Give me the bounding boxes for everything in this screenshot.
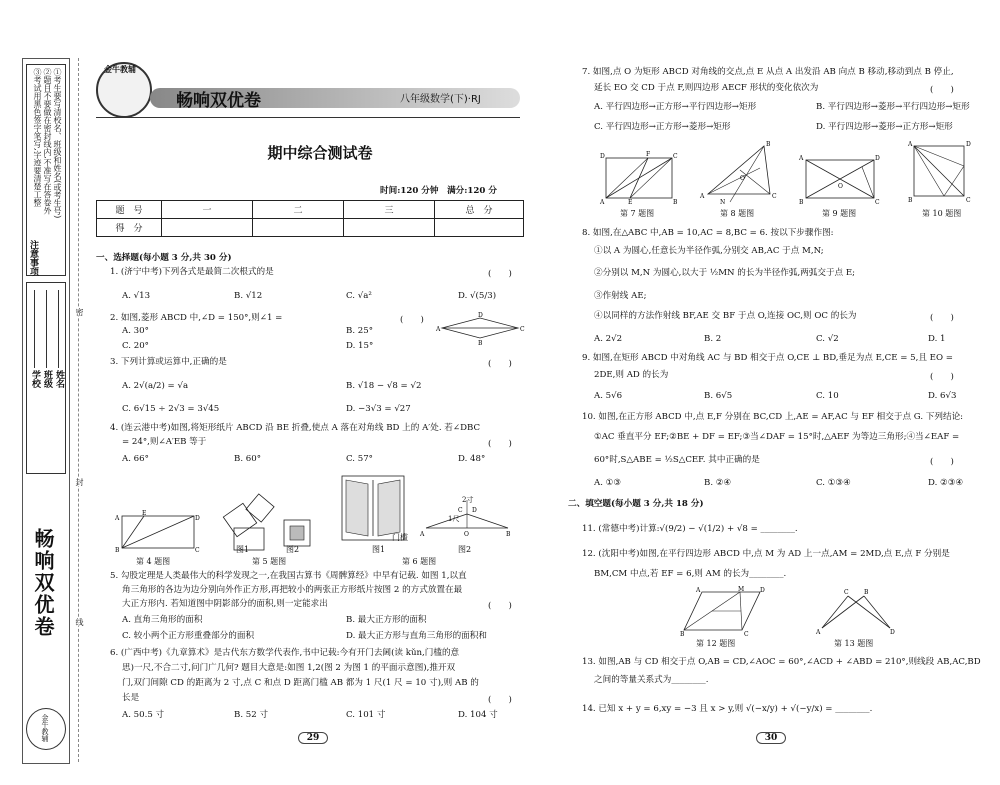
q6-opt-b[interactable]: B. 52 寸 [234,710,269,720]
class-line [46,290,47,368]
notice-1: ①考生要写清校名、班级和姓名(或考生号) [53,68,62,219]
seal-line [78,58,79,762]
page-number-right: 30 [756,732,786,744]
svg-text:O: O [838,183,843,190]
fig-tu1b-caption: 图1 [372,545,386,554]
svg-text:B: B [673,199,678,206]
q4-opt-d[interactable]: D. 48° [458,454,486,464]
svg-text:A: A [700,193,705,200]
q5-opt-d[interactable]: D. 最大正方形与直角三角形的面积和 [346,631,487,641]
svg-text:C: C [966,197,971,204]
q14-stem[interactable]: 14. 已知 x + y = 6,xy = −3 且 x > y,则 √(−x/y) + √(−y/x) = ________. [582,704,873,714]
svg-text:B: B [908,197,913,204]
q6-stem-2: 思)一尺,不合二寸,问门广几何? 题目大意是:如图 1,2(图 2 为图 1 的平面示意图),推开双 [122,663,456,673]
q9-opt-b[interactable]: B. 6√5 [704,391,733,401]
notice-2: ②题目不要做在密封线内,不准写在答卷外 [43,68,52,215]
brand-vertical: 畅响双优卷 [31,528,55,638]
svg-text:B: B [478,340,483,347]
score-head-0: 题 号 [97,201,162,219]
q8-opt-c[interactable]: C. √2 [816,334,839,344]
q9-opt-c[interactable]: C. 10 [816,391,839,401]
field-name: 姓名 [54,370,64,388]
q4-opt-a[interactable]: A. 66° [122,454,149,464]
svg-text:A: A [799,155,804,162]
notice-label: 注意事项 [28,240,38,276]
score-head-2: 二 [253,201,344,219]
svg-text:C: C [772,193,777,200]
q7-opt-d[interactable]: D. 平行四边形→菱形→正方形→矩形 [816,122,953,132]
q8-figure [700,140,780,206]
q10-figure [908,140,974,206]
q12-stem-1: 12. (沈阳中考)如图,在平行四边形 ABCD 中,点 M 为 AD 上一点,AM = 2MD,点 E,点 F 分别是 [582,549,950,559]
fig-q6-caption: 第 6 题图 [402,557,437,566]
q10-opt-d[interactable]: D. ②③④ [928,478,964,488]
score-cell-1[interactable] [162,219,253,237]
score-cell-2[interactable] [253,219,344,237]
q9-figure [798,152,882,204]
q5-stem-1: 5. 勾股定理是人类最伟大的科学发现之一,在我国古算书《周髀算经》中早有记载. 如图 1,以直 [110,571,467,581]
q11-stem[interactable]: 11. (常德中考)计算:√(9/2) − √(1/2) + √8 = ________. [582,524,798,534]
fig-q12-caption: 第 12 题图 [696,639,736,648]
q2-opt-d[interactable]: D. 15° [346,341,374,351]
fig-q4-caption: 第 4 题图 [136,557,171,566]
q7-opt-b[interactable]: B. 平行四边形→菱形→平行四边形→矩形 [816,102,970,112]
q6-answer[interactable]: ( ) [488,695,512,705]
svg-text:C: C [875,199,880,206]
margin-strip [22,58,84,764]
q10-opt-b[interactable]: B. ②④ [704,478,732,488]
score-head-4: 总 分 [435,201,524,219]
svg-text:B: B [680,631,685,638]
q13-stem-2[interactable]: 之间的等量关系式为________. [594,675,709,685]
svg-text:D: D [760,587,765,594]
fig-q10-caption: 第 10 题图 [922,209,962,218]
svg-text:B: B [766,141,771,148]
q5-stem-2: 角三角形的各边为边分别向外作正方形,再把较小的两张正方形纸片按图 2 的方式放置在最 [122,585,463,595]
q6-stem-4: 长是 [122,693,140,703]
q3-opt-a[interactable]: A. 2√(a/2) = √a [122,381,189,391]
svg-text:A: A [908,141,913,148]
svg-text:M: M [738,586,745,593]
q7-stem-1: 7. 如图,点 O 为矩形 ABCD 对角线的交点,点 E 从点 A 出发沿 AB 向点 B 移动,移动到点 B 停止, [582,67,954,77]
fig-2cun-label: 2寸 [462,496,474,504]
seal-feng: 封 [75,478,84,486]
q1-opt-d[interactable]: D. √(5/3) [458,291,497,301]
svg-text:B: B [864,589,869,596]
score-cell-3[interactable] [344,219,435,237]
fig-q7-caption: 第 7 题图 [620,209,655,218]
notice-3: ③考试用黑色签字笔写,字迹要清楚工整 [33,68,42,207]
q4-stem-2: = 24°,则∠A′EB 等于 [122,437,207,447]
section-2-title: 二、填空题(每小题 3 分,共 18 分) [568,499,704,509]
svg-text:N: N [720,199,726,206]
q8-step-3: ③作射线 AE; [594,291,647,301]
score-label: 得 分 [97,219,162,237]
svg-text:D: D [472,507,477,514]
q10-answer[interactable]: ( ) [930,457,954,467]
score-head-1: 一 [162,201,253,219]
q10-opt-a[interactable]: A. ①③ [594,478,622,488]
q4-answer[interactable]: ( ) [488,439,512,449]
header-rule [96,117,520,118]
q2-answer[interactable]: ( ) [400,315,424,325]
svg-text:C: C [458,507,463,514]
q4-figure [114,510,200,554]
q13-figure [816,588,896,634]
field-class: 班级 [42,370,52,388]
q4-stem-1: 4. (连云港中考)如图,将矩形纸片 ABCD 沿 BE 折叠,使点 A 落在对角线 BD 上的 A′处. 若∠DBC [110,423,481,433]
q3-opt-c[interactable]: C. 6√15 ÷ 2√3 = 3√45 [122,404,220,414]
q1-answer[interactable]: ( ) [488,269,512,279]
q9-answer[interactable]: ( ) [930,372,954,382]
q6-stem-3: 门,双门间隙 CD 的距离为 2 寸,点 C 和点 D 距离门槛 AB 都为 1 尺(1 尺 = 10 寸),则 AB 的 [122,678,479,688]
svg-text:O: O [740,175,745,182]
q1-opt-c[interactable]: C. √a² [346,291,372,301]
fig-q13-caption: 第 13 题图 [834,639,874,648]
svg-text:C: C [195,547,200,554]
q1-stem: 1. (济宁中考)下列各式是最简二次根式的是 [110,267,274,277]
score-table [96,200,524,237]
q1-opt-b[interactable]: B. √12 [234,291,263,301]
page-title: 期中综合测试卷 [267,144,373,162]
time-limit: 时间:120 分钟 满分:120 分 [380,186,497,196]
q5-opt-a[interactable]: A. 直角三角形的面积 [122,615,203,625]
svg-text:C: C [520,326,525,333]
q5-figure [208,490,318,552]
svg-text:A: A [696,587,701,594]
svg-text:C: C [844,589,849,596]
svg-text:C: C [673,153,678,160]
school-line [34,290,35,368]
q12-stem-2[interactable]: BM,CM 中点,若 EF = 6,则 AM 的长为________. [594,569,787,579]
q9-opt-a[interactable]: A. 5√6 [594,391,623,401]
q8-stem: 8. 如图,在△ABC 中,AB = 10,AC = 8,BC = 6. 按以下步骤作图: [582,228,834,238]
q6-opt-c[interactable]: C. 101 寸 [346,710,386,720]
q8-step-2: ②分别以 M,N 为圆心,以大于 ½MN 的长为半径作弧,两弧交于点 E; [594,268,856,278]
q6-figure [336,470,516,554]
q10-stem-1: 10. 如图,在正方形 ABCD 中,点 E,F 分别在 BC,CD 上,AE = AF,AC 与 EF 相交于点 G. 下列结论: [582,412,964,422]
q2-stem: 2. 如图,菱形 ABCD 中,∠D = 150°,则∠1 = [110,313,283,323]
fig-tu2b-caption: 图2 [458,545,472,554]
q5-opt-b[interactable]: B. 最大正方形的面积 [346,615,427,625]
q2-opt-a[interactable]: A. 30° [122,326,149,336]
svg-text:D: D [600,153,605,160]
section-1-title: 一、选择题(每小题 3 分,共 30 分) [96,253,232,263]
q4-opt-b[interactable]: B. 60° [234,454,262,464]
svg-text:D: D [195,515,200,522]
seal-mi: 密 [75,308,84,316]
svg-text:D: D [478,312,483,319]
fig-q5-caption: 第 5 题图 [252,557,287,566]
q8-step-4: ④以同样的方法作射线 BF,AE 交 BF 于点 O,连接 OC,则 OC 的长为 [594,311,857,321]
q9-opt-d[interactable]: D. 6√3 [928,391,957,401]
q10-opt-c[interactable]: C. ①③④ [816,478,851,488]
svg-text:A: A [115,515,120,522]
q8-opt-d[interactable]: D. 1 [928,334,946,344]
q7-opt-c[interactable]: C. 平行四边形→正方形→菱形→矩形 [594,122,731,132]
q9-stem-1: 9. 如图,在矩形 ABCD 中对角线 AC 与 BD 相交于点 O,CE ⊥ BD,垂足为点 E,CE = 5,且 EO = [582,353,953,363]
svg-text:B: B [115,547,120,554]
svg-text:A: A [420,531,425,538]
score-head-3: 三 [344,201,435,219]
q2-rhombus-figure [436,312,525,347]
grade-label: 八年级数学(下)·RJ [400,94,481,105]
q3-opt-d[interactable]: D. −3√3 = √27 [346,404,411,414]
q8-step-1: ①以 A 为圆心,任意长为半径作弧,分别交 AB,AC 于点 M,N; [594,246,824,256]
field-school: 学校 [30,370,40,388]
q7-answer[interactable]: ( ) [930,85,954,95]
score-cell-total[interactable] [435,219,524,237]
q8-opt-a[interactable]: A. 2√2 [594,334,623,344]
q6-stem-1: 6. (广西中考)《九章算术》是古代东方数学代表作,书中记载:今有开门去阃(读 kǔn,门槛的意 [110,648,460,658]
q5-answer[interactable]: ( ) [488,601,512,611]
q2-opt-b[interactable]: B. 25° [346,326,374,336]
svg-text:D: D [966,141,971,148]
q3-opt-b[interactable]: B. √18 − √8 = √2 [346,381,422,391]
svg-text:D: D [875,155,880,162]
q4-opt-c[interactable]: C. 57° [346,454,373,464]
q1-opt-a[interactable]: A. √13 [122,291,151,301]
logo-text: 金牛教辅 [104,64,136,74]
q7-stem-2: 延长 EO 交 CD 于点 F,则四边形 AECF 形状的变化依次为 [594,83,819,93]
q8-opt-b[interactable]: B. 2 [704,334,722,344]
q10-stem-3: 60°时,S△ABE = ½S△CEF. 其中正确的是 [594,455,760,465]
svg-text:A: A [600,199,605,206]
q5-stem-3: 大正方形内. 若知道图中阴影部分的面积,则一定能求出 [122,599,328,609]
q6-opt-a[interactable]: A. 50.5 寸 [122,710,165,720]
brand-title: 畅响双优卷 [176,91,261,111]
svg-text:F: F [646,151,651,158]
fig-tu1-caption: 图1 [236,545,250,554]
svg-text:E: E [142,510,147,517]
fig-q9-caption: 第 9 题图 [822,209,857,218]
fig-tu2-caption: 图2 [286,545,300,554]
svg-text:A: A [816,629,821,636]
strip-logo-text: 金牛教辅 [41,714,49,742]
name-line [58,290,59,368]
q7-opt-a[interactable]: A. 平行四边形→正方形→平行四边形→矩形 [594,102,757,112]
q8-answer[interactable]: ( ) [930,313,954,323]
page-number-left: 29 [298,732,328,744]
svg-text:A: A [436,326,441,333]
q10-stem-2: ①AC 垂直平分 EF;②BE + DF = EF;③当∠DAF = 15°时,△AEF 为等边三角形;④当∠EAF = [594,432,960,442]
q3-answer[interactable]: ( ) [488,359,512,369]
q7-figure [598,146,682,204]
q12-figure [680,586,766,636]
q2-opt-c[interactable]: C. 20° [122,341,149,351]
svg-text:B: B [799,199,804,206]
fig-menkan-caption: 门槛 [392,533,408,542]
svg-text:B: B [506,531,511,538]
q9-stem-2: 2DE,则 AD 的长为 [594,370,669,380]
fig-1chi-label: 1尺 [448,515,460,523]
q6-opt-d[interactable]: D. 104 寸 [458,710,498,720]
q13-stem-1: 13. 如图,AB 与 CD 相交于点 O,AB = CD,∠AOC = 60°,∠ACD + ∠ABD = 210°,则线段 AB,AC,BD [582,657,981,667]
svg-text:C: C [744,631,749,638]
q3-stem: 3. 下列计算或运算中,正确的是 [110,357,227,367]
q5-opt-c[interactable]: C. 较小两个正方形重叠部分的面积 [122,631,255,641]
seal-xian: 线 [75,618,84,626]
svg-text:D: D [890,629,895,636]
svg-text:E: E [628,199,633,206]
svg-text:O: O [464,531,469,538]
fig-q8-caption: 第 8 题图 [720,209,755,218]
